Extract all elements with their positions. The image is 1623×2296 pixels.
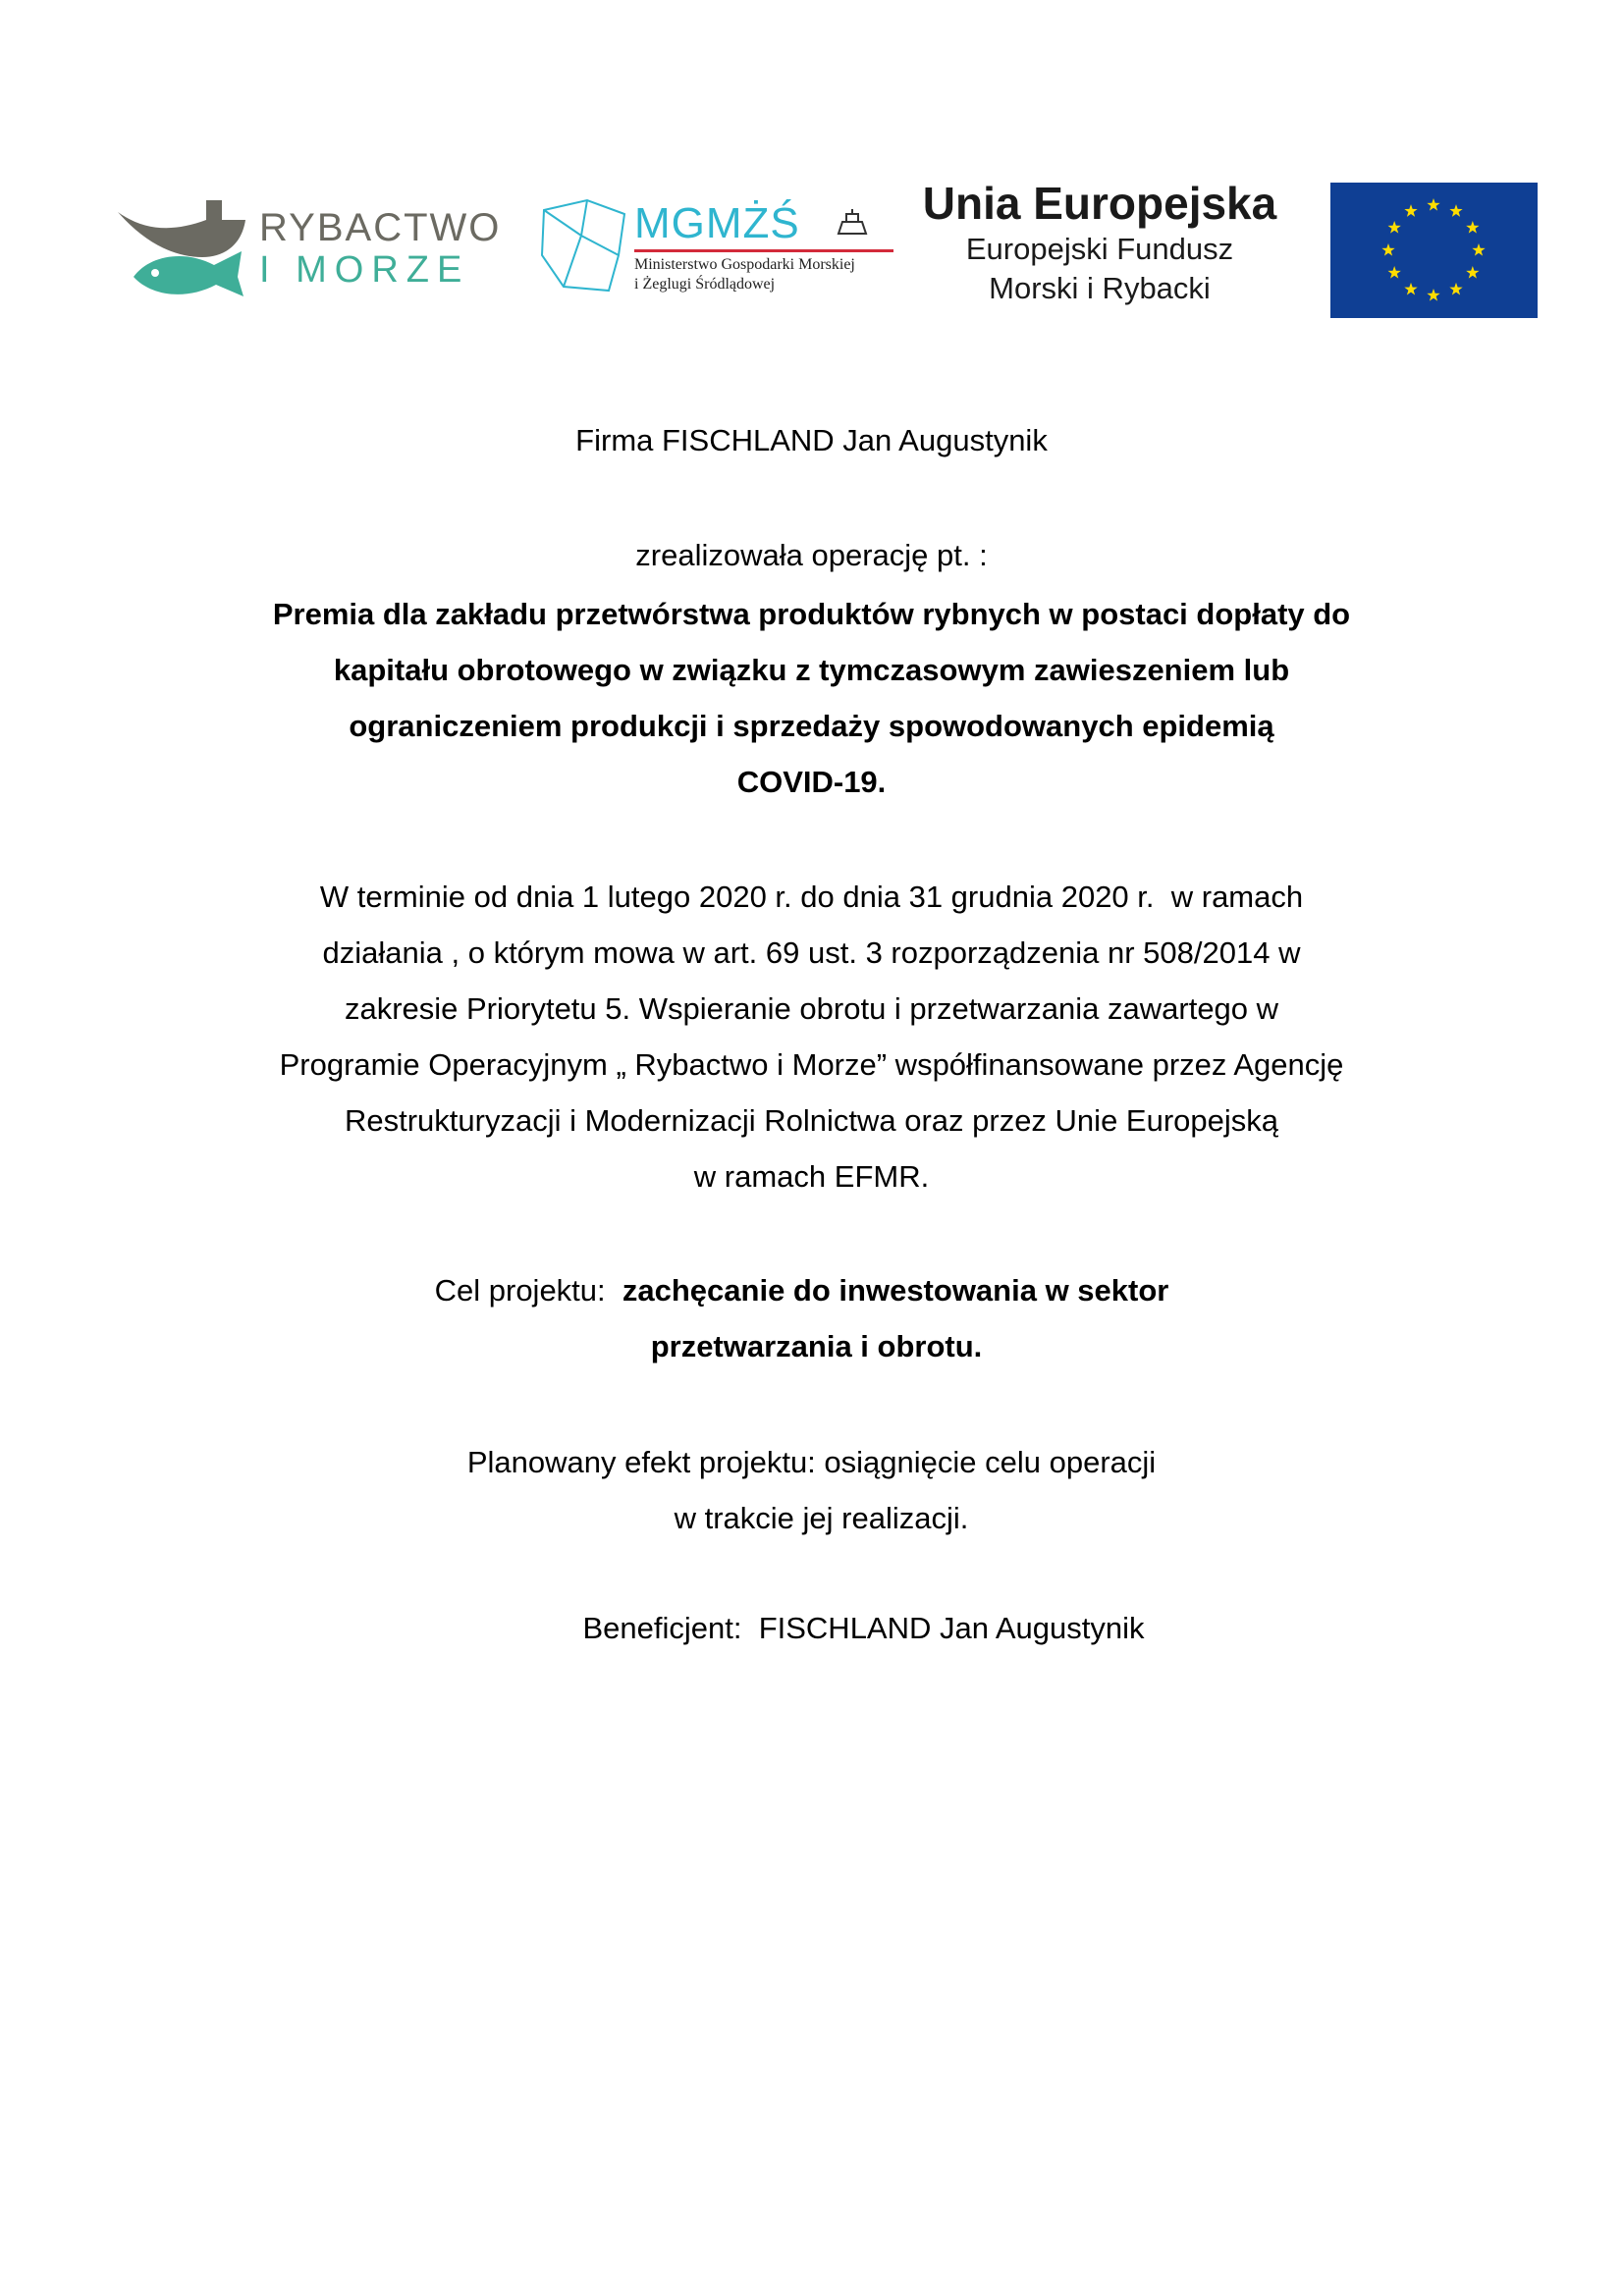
mgmzs-logo (538, 194, 901, 302)
operation-title-line: Premia dla zakładu przetwórstwa produktów rybnych w postaci dopłaty do (272, 597, 1351, 631)
term-line: Programie Operacyjnym „ Rybactwo i Morze” współfinansowane przez Agencję (279, 1047, 1344, 1082)
star-icon (1381, 243, 1394, 256)
operation-title (0, 586, 1623, 810)
fundusz-line: Europejski Fundusz (965, 232, 1234, 266)
morski-line: Morski i Rybacki (989, 271, 1211, 305)
unia-europejska-title: Unia Europejska (922, 178, 1277, 229)
star-icon (1427, 198, 1439, 211)
i-morze-text: I MORZE (259, 249, 470, 291)
project-effect (0, 1434, 1623, 1546)
star-icon (1449, 283, 1462, 295)
rybactwo-text: RYBACTWO (259, 206, 502, 249)
term-line: zakresie Priorytetu 5. Wspieranie obrotu i przetwarzania zawartego w (344, 991, 1279, 1026)
rybactwo-i-morze-logo (116, 192, 509, 300)
mgmzs-subtitle-line1: Ministerstwo Gospodarki Morskiej (634, 256, 855, 273)
ship-icon (835, 208, 870, 238)
project-goal-label: Cel projektu: (434, 1273, 622, 1308)
mgmzs-subtitle (634, 255, 855, 294)
project-goal-value: zachęcanie do inwestowania w sektor (622, 1273, 1169, 1308)
term-line: Restrukturyzacji i Modernizacji Rolnictwa oraz przez Unie Europejską (344, 1103, 1279, 1138)
fish-boat-icon (116, 192, 253, 300)
project-effect-line2: w trakcie jej realizacji. (674, 1501, 969, 1535)
eu-stars (1330, 183, 1538, 318)
mgmzs-subtitle-line2: i Żeglugi Śródlądowej (634, 276, 776, 293)
term-line: w ramach EFMR. (693, 1159, 930, 1194)
term-paragraph (0, 869, 1623, 1204)
beneficiary-line: Beneficjent: FISCHLAND Jan Augustynik (582, 1611, 1145, 1645)
star-icon (1466, 266, 1479, 279)
star-icon (1404, 283, 1417, 295)
project-goal-value-line2: przetwarzania i obrotu. (650, 1329, 983, 1363)
logo-header (0, 0, 1623, 334)
eu-flag-icon (1330, 183, 1538, 318)
project-effect-line1: Planowany efekt projektu: osiągnięcie celu operacji (466, 1445, 1157, 1479)
term-line: działania , o którym mowa w art. 69 ust. 3 rozporządzenia nr 508/2014 w (322, 935, 1301, 970)
company-name: Firma FISCHLAND Jan Augustynik (575, 423, 1048, 457)
star-icon (1466, 221, 1479, 234)
term-line: W terminie od dnia 1 lutego 2020 r. do dnia 31 grudnia 2020 r. w ramach (319, 880, 1304, 914)
operation-title-line: kapitału obrotowego w związku z tymczasowym zawieszeniem lub (333, 653, 1290, 687)
star-icon (1472, 243, 1485, 256)
operation-title-line: ograniczeniem produkcji i sprzedaży spowodowanych epidemią (349, 709, 1274, 743)
star-icon (1449, 204, 1462, 217)
map-outline-icon (538, 196, 628, 294)
project-goal (0, 1262, 1623, 1374)
operation-title-line: COVID-19. (736, 765, 887, 799)
beneficiary (0, 1600, 1623, 1656)
star-icon (1388, 221, 1401, 234)
unia-europejska-logo (903, 177, 1296, 324)
operation-intro: zrealizowała operację pt. : (635, 538, 988, 572)
star-icon (1427, 289, 1439, 301)
star-icon (1388, 266, 1401, 279)
mgmzs-red-bar (634, 249, 893, 252)
mgmzs-title: MGMŻŚ (634, 199, 800, 247)
star-icon (1404, 204, 1417, 217)
